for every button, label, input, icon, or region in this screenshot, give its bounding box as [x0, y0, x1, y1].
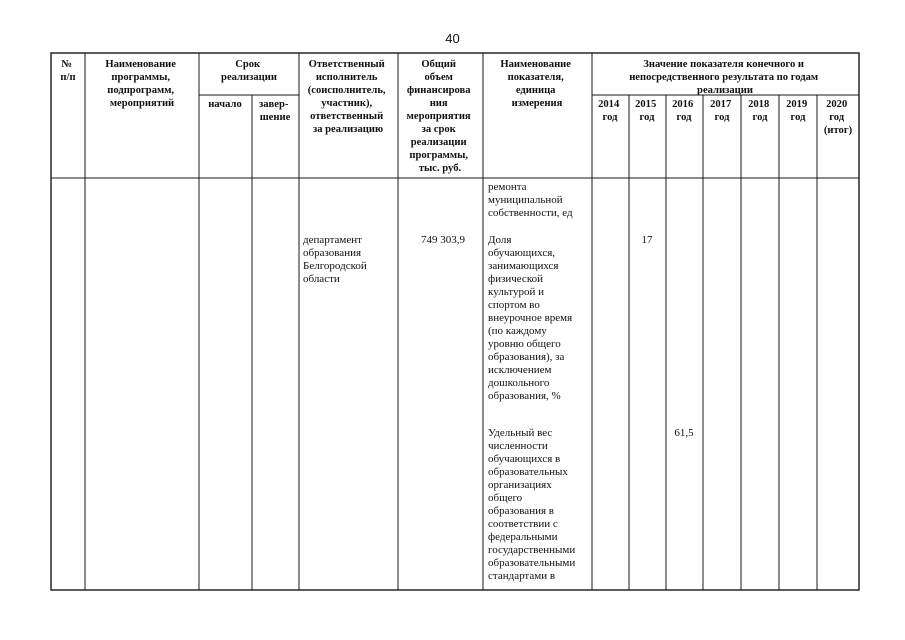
header-executor: Ответственный исполнитель (соисполнитель, участник), ответственный за реализацию	[307, 59, 386, 135]
header-year-2016: 2016 год	[672, 99, 694, 123]
header-program: Наименование программы, подпрограмм, мероприятий	[105, 59, 176, 109]
header-end: завер- шение	[258, 99, 291, 123]
header-year-2020: 2020 год (итог)	[823, 99, 853, 136]
header-year-2017: 2017 год	[710, 99, 732, 123]
body-funding: 749 303,9	[421, 234, 465, 246]
header-year-2015: 2015 год	[635, 99, 657, 123]
header-term: Срок реализации	[221, 59, 277, 83]
header-year-2014: 2014 год	[598, 99, 620, 123]
header-year-2019: 2019 год	[786, 99, 808, 123]
page-number: 40	[445, 31, 460, 46]
header-start: начало	[208, 99, 242, 110]
indicator-share-fgos: Удельный вес численности обучающихся в образовательных организациях общего образования в соответствии с федеральными государственными образовательными стандартами в	[488, 427, 576, 582]
header-indicator: Наименование показателя, единица измерения	[500, 59, 571, 109]
header-funding: Общий объем финансирова ния мероприятия за срок реализации программы, тыс. руб.	[406, 59, 471, 174]
value-2016: 61,5	[674, 427, 694, 439]
header-values-title: Значение показателя конечного и непосредственного результата по годам реализации	[629, 59, 819, 96]
value-2015: 17	[641, 234, 653, 246]
indicator-continued: ремонта муниципальной собственности, ед	[488, 181, 573, 219]
body-executor: департамент образования Белгородской области	[303, 234, 367, 285]
header-year-2018: 2018 год	[748, 99, 770, 123]
header-num: № п/п	[60, 59, 76, 83]
indicator-share-sports: Доля обучающихся, занимающихся физической культурой и спортом во внеурочное время (по каждому уровню общего образования), за исключением дошкольного образования, %	[488, 234, 573, 402]
